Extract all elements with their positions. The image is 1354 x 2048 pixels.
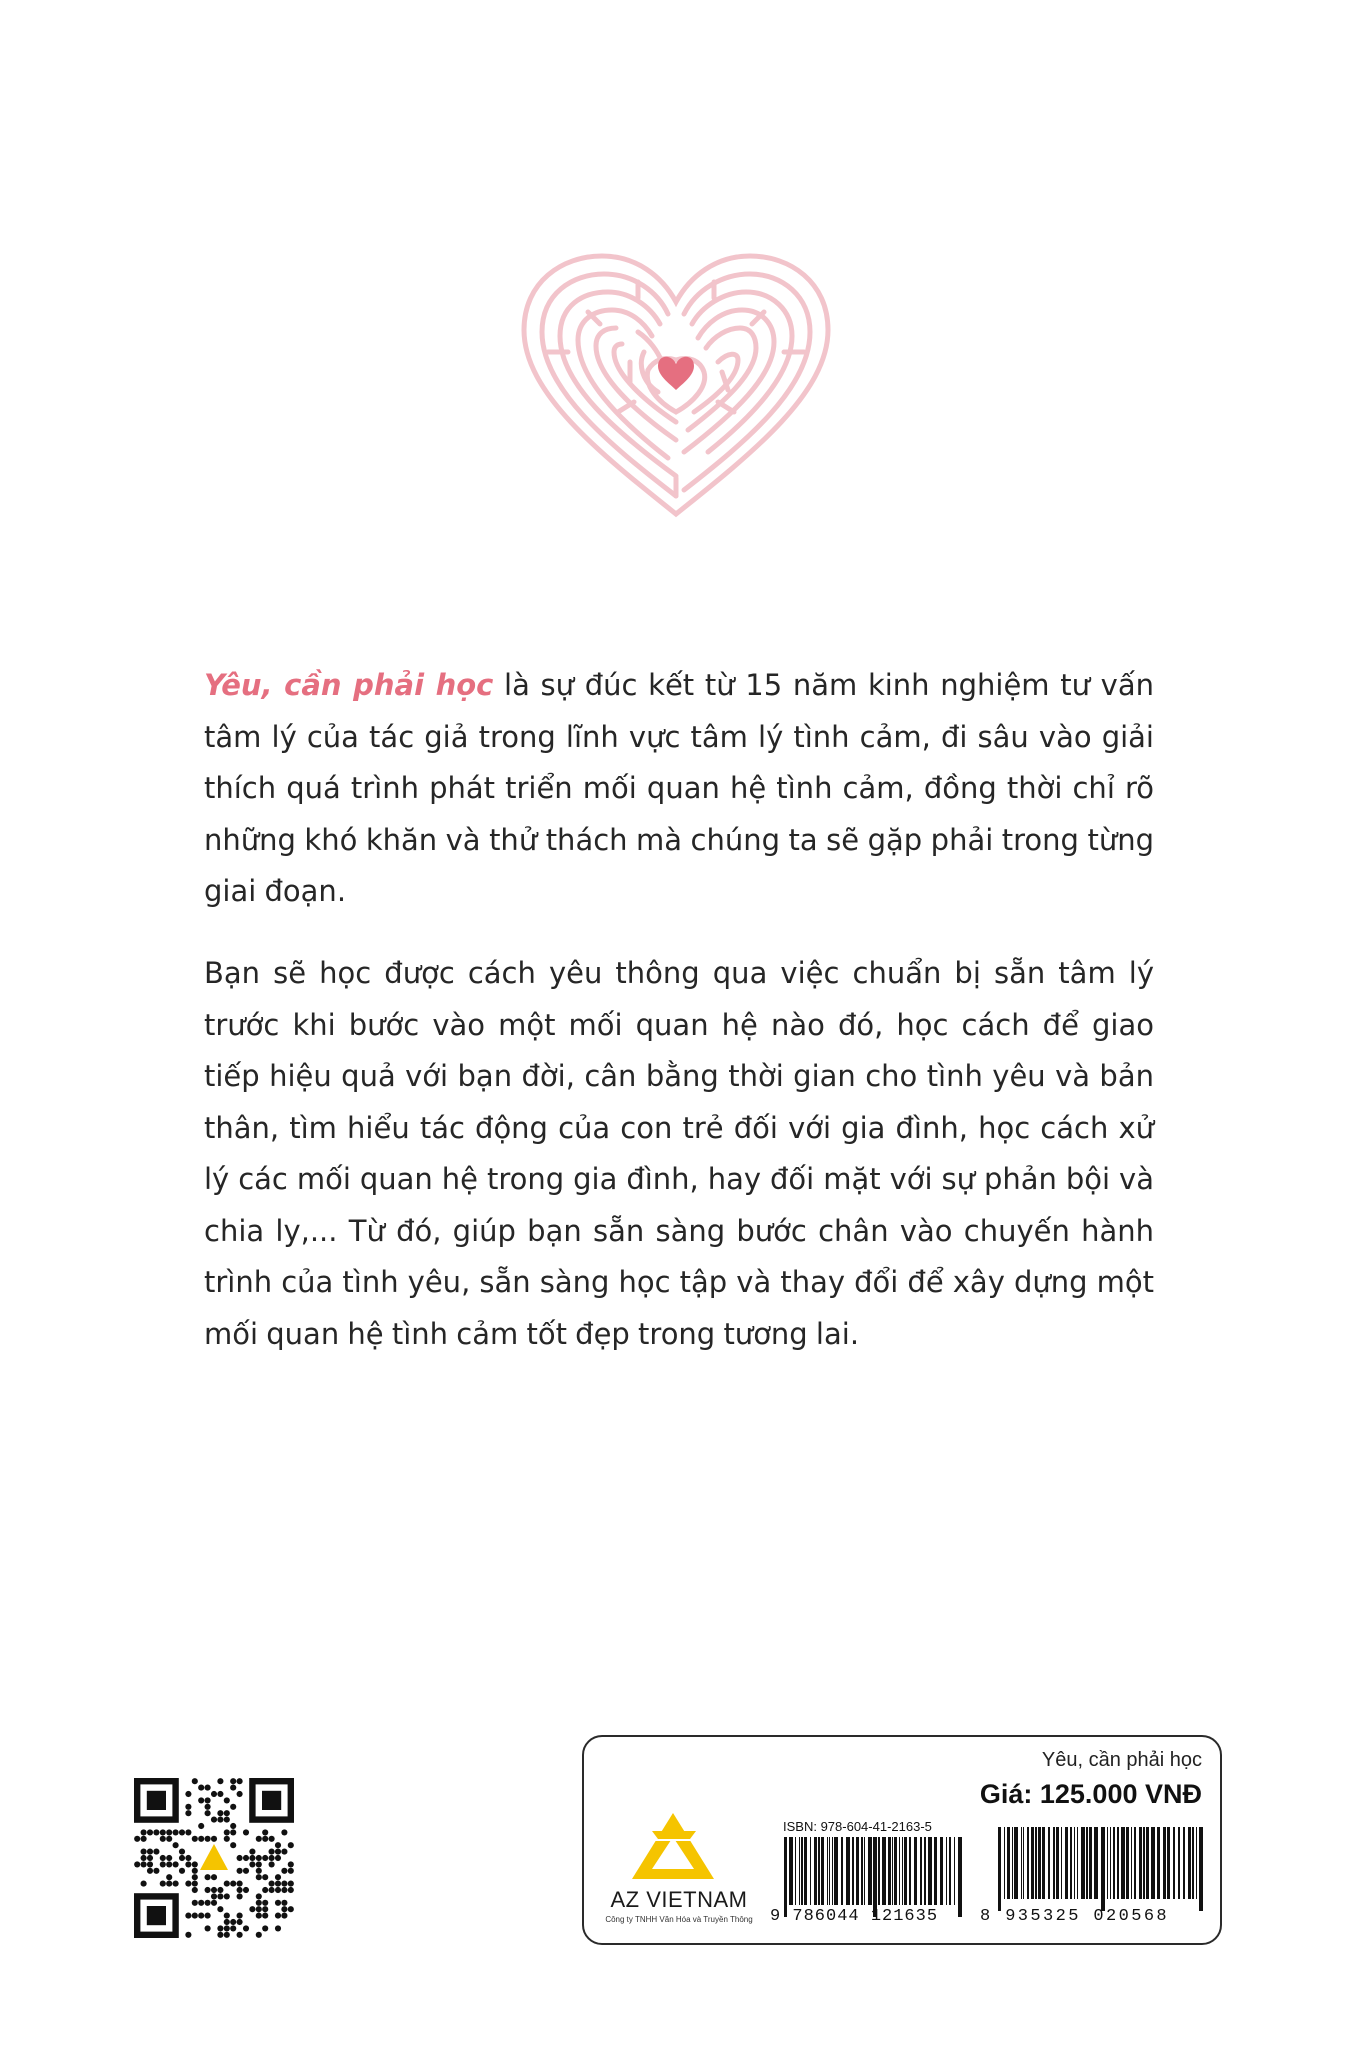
label-book-title: Yêu, cần phải học <box>1041 1749 1202 1771</box>
price-label-box <box>582 1735 1222 1945</box>
description-paragraph-1 <box>204 660 1154 918</box>
qr-code-icon[interactable] <box>134 1778 294 1938</box>
az-vietnam-logo-icon <box>630 1811 716 1881</box>
ean-barcode-icon <box>996 1827 1206 1911</box>
isbn-barcode-icon <box>782 1837 964 1917</box>
description-paragraph-2: Bạn sẽ học được cách yêu thông qua việc chuẩn bị sẵn tâm lý trước khi bước vào một mối quan hệ nào đó, học cách để giao tiếp hiệu quả với bạn đời, cân bằng thời gian cho tình yêu và bản thân, tìm hiểu tác động của con trẻ đối với gia đình, học cách xử lý các mối quan hệ trong gia đình, hay đối mặt với sự phản bội và chia ly,... Từ đó, giúp bạn sẵn sàng bước chân vào chuyến hành trình của tình yêu, sẵn sàng học tập và thay đổi để xây dựng một mối quan hệ tình cảm tốt đẹp trong tương lai. <box>204 956 1154 1351</box>
isbn-number: ISBN: 978-604-41-2163-5 <box>783 1819 932 1834</box>
label-price: Giá: 125.000 VNĐ <box>979 1779 1202 1809</box>
publisher-name: AZ VIETNAM <box>610 1887 748 1912</box>
book-title-emphasis: Yêu, cần phải học <box>204 668 494 702</box>
paragraph-1-text: là sự đúc kết từ 15 năm kinh nghiệm tư vấn tâm lý của tác giả trong lĩnh vực tâm lý tình cảm, đi sâu vào giải thích quá trình phát triển mối quan hệ tình cảm, đồng thời chỉ rõ những khó khăn và thử thách mà chúng ta sẽ gặp phải trong từng giai đoạn. <box>204 668 1154 908</box>
ean-barcode-digits: 8 935325 020568 <box>980 1907 1170 1926</box>
heart-maze-icon <box>518 252 834 522</box>
isbn-barcode-digits: 9 786044 121635 <box>770 1907 939 1926</box>
publisher-subtitle: Công ty TNHH Văn Hóa và Truyền Thông <box>605 1915 753 1924</box>
